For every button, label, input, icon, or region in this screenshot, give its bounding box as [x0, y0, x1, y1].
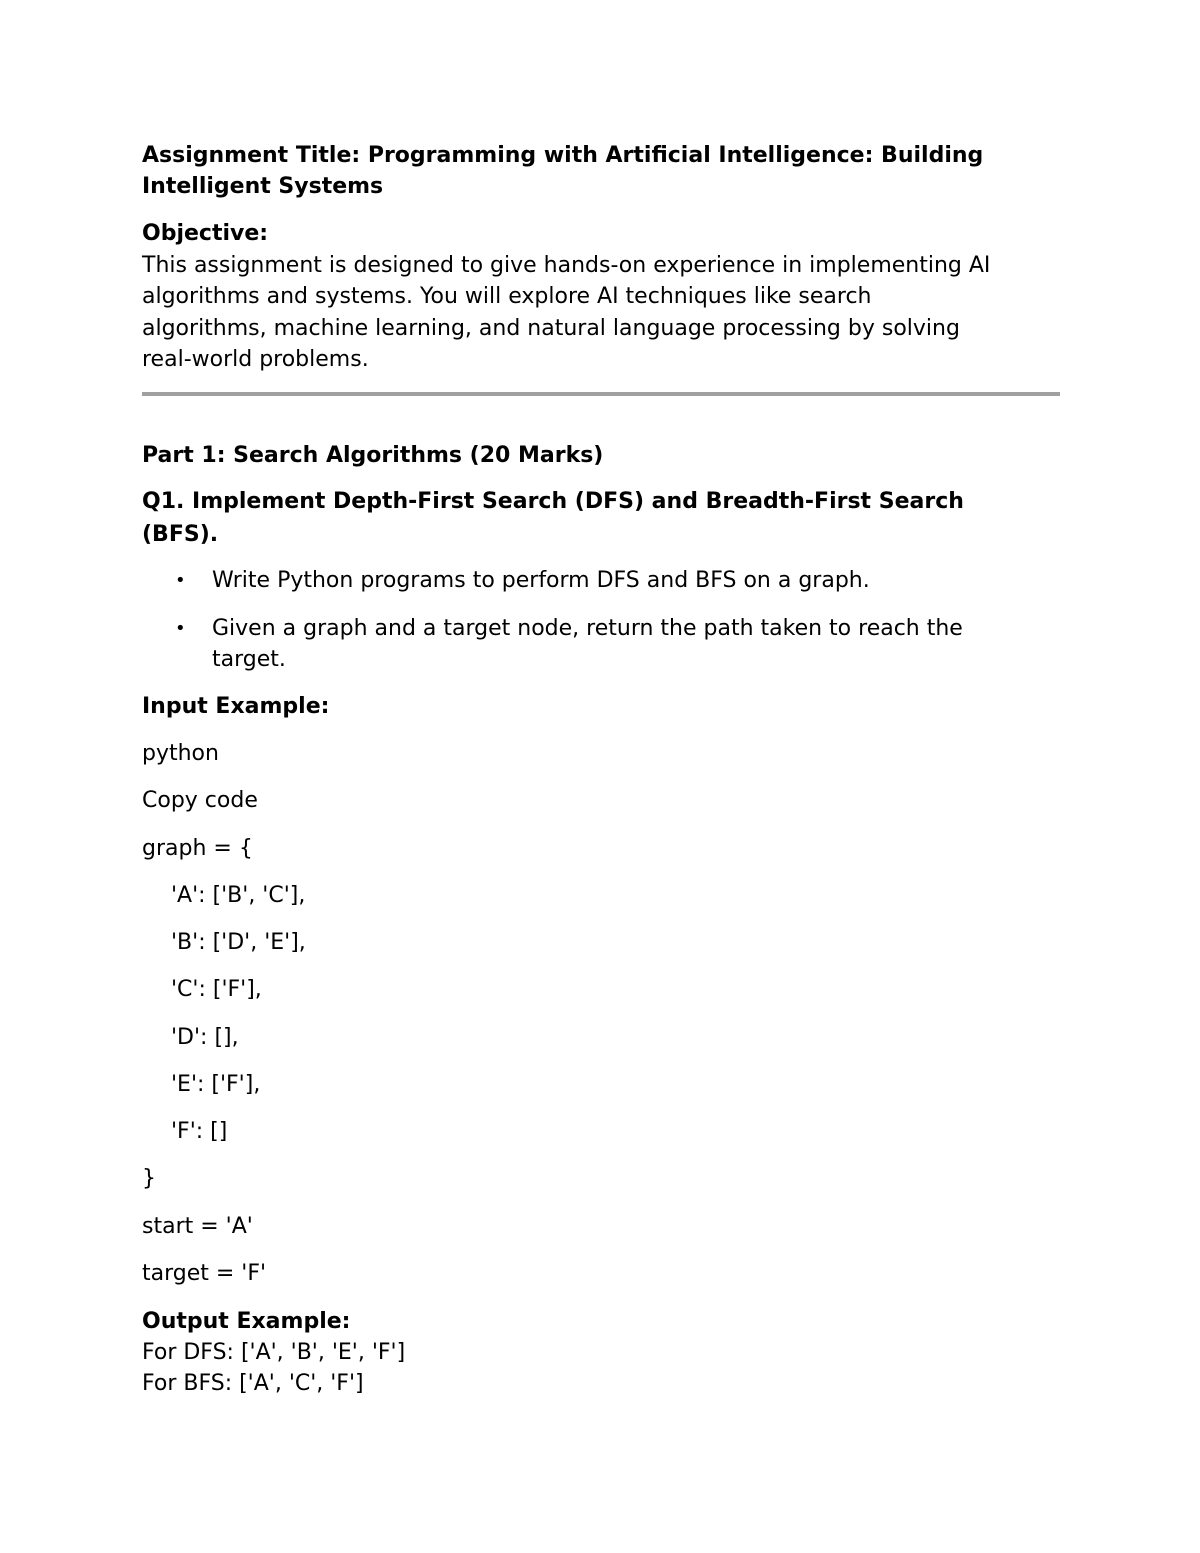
assignment-title-line-2: Intelligent Systems — [142, 174, 384, 199]
code-language-label: python — [142, 741, 219, 766]
horizontal-divider — [142, 392, 1060, 396]
output-line: For BFS: ['A', 'C', 'F'] — [142, 1371, 364, 1396]
output-example-heading: Output Example: — [142, 1309, 351, 1334]
code-line: graph = { — [142, 836, 253, 861]
output-line: For DFS: ['A', 'B', 'E', 'F'] — [142, 1340, 406, 1365]
code-line: 'E': ['F'], — [171, 1072, 261, 1097]
objective-text-line: This assignment is designed to give hands-on experience in implementing AI — [142, 253, 991, 278]
bullet-text: target. — [212, 647, 286, 672]
bullet-text: Given a graph and a target node, return the path taken to reach the — [212, 616, 963, 641]
code-line: 'C': ['F'], — [171, 977, 262, 1002]
code-line: } — [142, 1166, 156, 1191]
objective-text-line: algorithms, machine learning, and natural language processing by solving — [142, 316, 960, 341]
q1-heading-line-1: Q1. Implement Depth-First Search (DFS) and Breadth-First Search — [142, 489, 964, 514]
q1-heading-line-2: (BFS). — [142, 522, 219, 547]
objective-heading: Objective: — [142, 221, 269, 246]
bullet-icon: • — [175, 570, 186, 591]
input-example-heading: Input Example: — [142, 694, 330, 719]
assignment-title-line-1: Assignment Title: Programming with Artificial Intelligence: Building — [142, 143, 984, 168]
objective-text-line: algorithms and systems. You will explore AI techniques like search — [142, 284, 872, 309]
objective-text-line: real-world problems. — [142, 347, 369, 372]
bullet-icon: • — [175, 618, 186, 639]
code-line: target = 'F' — [142, 1261, 267, 1286]
code-line: 'F': [] — [171, 1119, 228, 1144]
bullet-text: Write Python programs to perform DFS and BFS on a graph. — [212, 568, 870, 593]
code-line: 'A': ['B', 'C'], — [171, 883, 306, 908]
code-line: 'B': ['D', 'E'], — [171, 930, 306, 955]
part1-heading: Part 1: Search Algorithms (20 Marks) — [142, 443, 604, 468]
code-line: start = 'A' — [142, 1214, 253, 1239]
code-line: 'D': [], — [171, 1025, 239, 1050]
copy-code-label: Copy code — [142, 788, 258, 813]
